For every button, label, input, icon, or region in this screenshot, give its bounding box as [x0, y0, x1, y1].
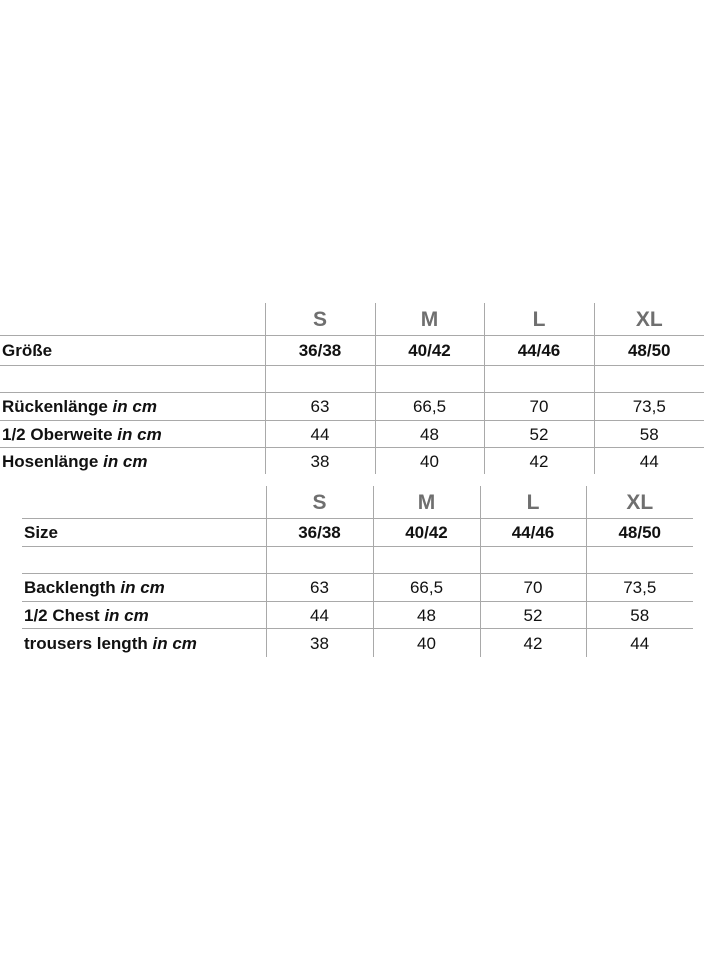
- measurement-value: 52: [484, 421, 594, 448]
- size-table-english: [22, 486, 693, 657]
- measurement-value: 44: [586, 629, 693, 658]
- measurement-label: Rückenlänge in cm: [0, 393, 265, 421]
- measurement-value: 38: [265, 448, 375, 475]
- measurement-label: trousers length in cm: [24, 633, 197, 653]
- size-letter-s: S: [265, 303, 375, 336]
- size-number-cell: 40/42: [373, 519, 480, 547]
- measurement-value: 48: [373, 602, 480, 629]
- measurement-value: 73,5: [594, 393, 704, 421]
- measurement-row: [22, 629, 693, 658]
- measurement-value: 58: [586, 602, 693, 629]
- header-empty-cell: [0, 303, 265, 336]
- measurement-label: 1/2 Oberweite in cm: [0, 421, 265, 448]
- measurement-value: 63: [265, 393, 375, 421]
- size-number-cell: 36/38: [266, 519, 373, 547]
- measurement-value: 40: [373, 629, 480, 658]
- size-letter-m: M: [375, 303, 484, 336]
- measurement-value: 40: [375, 448, 484, 475]
- measurement-value: 44: [266, 602, 373, 629]
- measurement-value: 44: [594, 448, 704, 475]
- size-number-cell: 36/38: [265, 336, 375, 366]
- measurement-value: 48: [375, 421, 484, 448]
- measurement-value: 73,5: [586, 574, 693, 602]
- size-number-cell: 40/42: [375, 336, 484, 366]
- measurement-value: 66,5: [375, 393, 484, 421]
- measurement-value: 58: [594, 421, 704, 448]
- size-number-row: [0, 336, 704, 366]
- size-table-german: [0, 303, 704, 474]
- measurement-value: 66,5: [373, 574, 480, 602]
- size-letter-m: M: [373, 486, 480, 519]
- size-letter-l: L: [480, 486, 586, 519]
- size-letter-row: [22, 486, 693, 519]
- measurement-value: 70: [484, 393, 594, 421]
- size-row-label: Größe: [0, 336, 265, 366]
- spacer-row: [0, 366, 704, 393]
- measurement-row: [0, 421, 704, 448]
- measurement-row: [0, 448, 704, 475]
- size-letter-l: L: [484, 303, 594, 336]
- measurement-value: 70: [480, 574, 586, 602]
- measurement-row: [22, 602, 693, 629]
- size-number-cell: 48/50: [594, 336, 704, 366]
- size-letter-xl: XL: [586, 486, 693, 519]
- measurement-row: [22, 574, 693, 602]
- measurement-value: 42: [480, 629, 586, 658]
- measurement-value: 38: [266, 629, 373, 658]
- measurement-value: 42: [484, 448, 594, 475]
- size-letter-row: [0, 303, 704, 336]
- size-letter-xl: XL: [594, 303, 704, 336]
- measurement-label: Hosenlänge in cm: [2, 451, 148, 471]
- size-number-row: [22, 519, 693, 547]
- size-number-cell: 48/50: [586, 519, 693, 547]
- size-number-cell: 44/46: [480, 519, 586, 547]
- measurement-value: 44: [265, 421, 375, 448]
- measurement-value: 52: [480, 602, 586, 629]
- spacer-row: [22, 547, 693, 574]
- measurement-label: 1/2 Chest in cm: [22, 602, 266, 629]
- header-empty-cell: [22, 486, 266, 519]
- size-number-cell: 44/46: [484, 336, 594, 366]
- measurement-value: 63: [266, 574, 373, 602]
- measurement-row: [0, 393, 704, 421]
- measurement-label: Backlength in cm: [22, 574, 266, 602]
- size-row-label: Size: [22, 519, 266, 547]
- size-letter-s: S: [266, 486, 373, 519]
